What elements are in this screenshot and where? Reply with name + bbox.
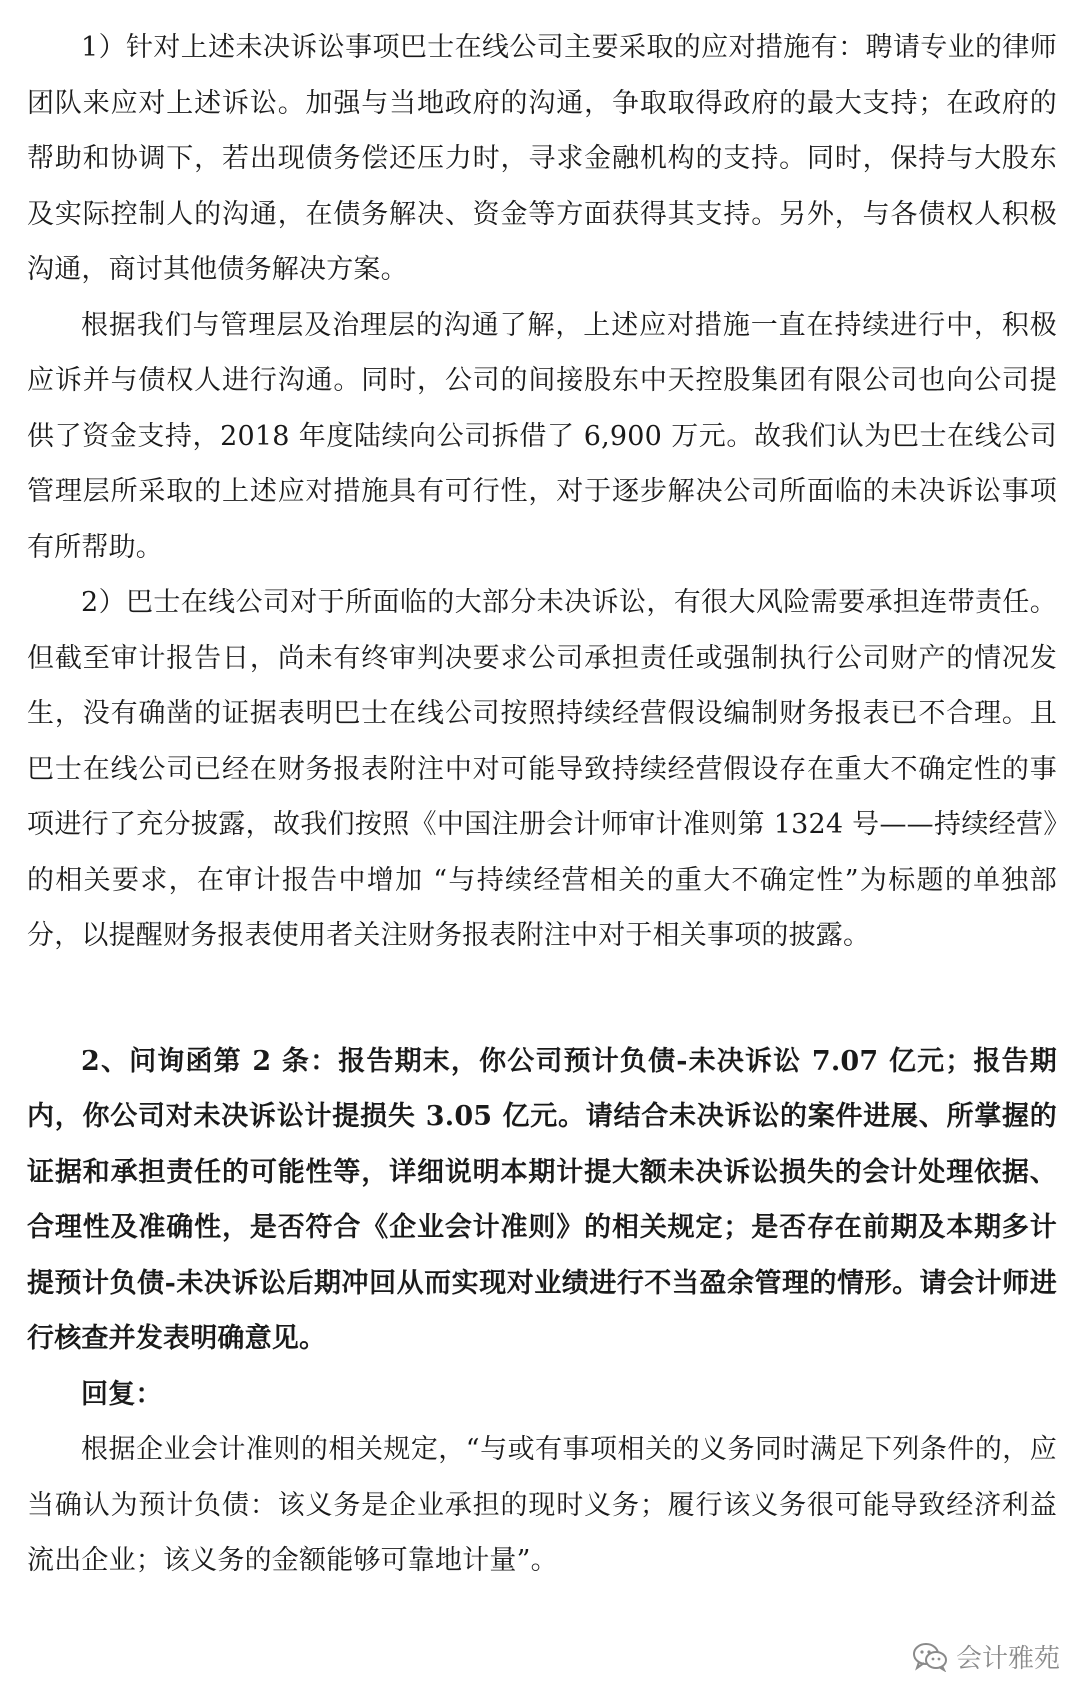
paragraph-going-concern: 2）巴士在线公司对于所面临的大部分未决诉讼，有很大风险需要承担连带责任。但截至审计报告日，尚未有终审判决要求公司承担责任或强制执行公司财产的情况发生，没有确凿的证据表明巴士在线公司按照持续经营假设编制财务报表已不合理。且巴士在线公司已经在财务报表附注中对可能导致持续经营假设存在重大不确定性的事项进行了充分披露，故我们按照《中国注册会计师审计准则第 1324 号——持续经营》的相关要求，在审计报告中增加 “与持续经营相关的重大不确定性”为标题的单独部分，以提醒财务报表使用者关注财务报表附注中对于相关事项的披露。 xyxy=(27,587,1057,951)
reply-label: 回复： xyxy=(81,1378,163,1410)
watermark xyxy=(912,1638,1060,1675)
paragraph-reply: 根据企业会计准则的相关规定，“与或有事项相关的义务同时满足下列条件的，应当确认为预计负债：该义务是企业承担的现时义务；履行该义务很可能导致经济利益流出企业；该义务的金额能够可靠地计量”。 xyxy=(27,1434,1057,1576)
wechat-icon xyxy=(912,1642,948,1672)
section-spacer xyxy=(27,964,1057,1034)
paragraph-management-communication: 根据我们与管理层及治理层的沟通了解，上述应对措施一直在持续进行中，积极应诉并与债权人进行沟通。同时，公司的间接股东中天控股集团有限公司也向公司提供了资金支持，2018 年度陆续向公司拆借了 6,900 万元。故我们认为巴士在线公司管理层所采取的上述应对措施具有可行性，对于逐步解决公司所面临的未决诉讼事项有所帮助。 xyxy=(27,309,1057,563)
document-page xyxy=(27,20,1057,1589)
paragraph-measures: 1）针对上述未决诉讼事项巴士在线公司主要采取的应对措施有：聘请专业的律师团队来应对上述诉讼。加强与当地政府的沟通，争取取得政府的最大支持；在政府的帮助和协调下，若出现债务偿还压力时，寻求金融机构的支持。同时，保持与大股东及实际控制人的沟通，在债务解决、资金等方面获得其支持。另外，与各债权人积极沟通，商讨其他债务解决方案。 xyxy=(27,32,1057,285)
watermark-text: 会计雅苑 xyxy=(955,1644,1060,1674)
paragraph-inquiry-question: 2、问询函第 2 条：报告期末，你公司预计负债-未决诉讼 7.07 亿元；报告期内，你公司对未决诉讼计提损失 3.05 亿元。请结合未决诉讼的案件进展、所掌握的证据和承担责任的可能性等，详细说明本期计提大额未决诉讼损失的会计处理依据、合理性及准确性，是否符合《企业会计准则》的相关规定；是否存在前期及本期多计提预计负债-未决诉讼后期冲回从而实现对业绩进行不当盈余管理的情形。请会计师进行核查并发表明确意见。 xyxy=(27,1045,1057,1354)
